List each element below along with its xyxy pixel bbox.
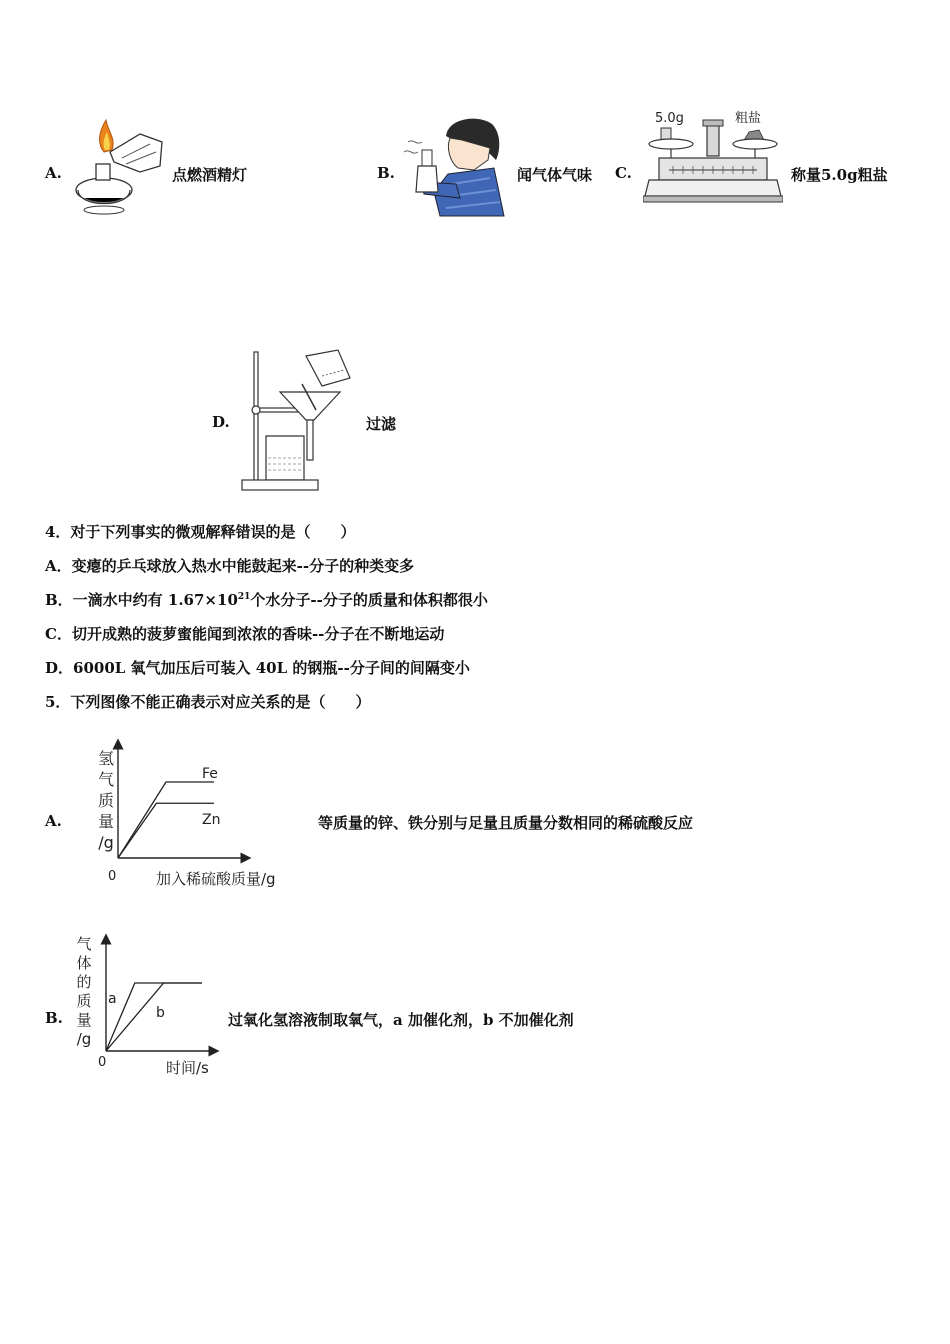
alcohol-lamp-illustration <box>70 112 166 218</box>
chart-a-xlabel: 加入稀硫酸质量/g <box>156 870 276 888</box>
y-label-char: 质 <box>76 992 92 1010</box>
filtration-illustration <box>240 346 362 494</box>
q5-option-a-desc: 等质量的锌、铁分别与足量且质量分数相同的稀硫酸反应 <box>318 814 694 832</box>
q4-option-b <box>45 589 488 610</box>
q4-stem: 4．对于下列事实的微观解释错误的是（ ） <box>45 523 356 541</box>
q4-option-c: C．切开成熟的菠萝蜜能闻到浓浓的香味--分子在不断地运动 <box>45 625 445 643</box>
q4-option-b-post: 个水分子--分子的质量和体积都很小 <box>250 591 488 609</box>
q5-chart-a <box>90 738 310 890</box>
y-label-char: 量 <box>97 812 115 831</box>
series-label-fe: Fe <box>202 766 218 782</box>
chart-b-origin: 0 <box>98 1055 107 1070</box>
q3-option-c-label: C. <box>615 164 632 182</box>
chart-b-xlabel: 时间/s <box>166 1059 209 1077</box>
q3-option-d-text: 过滤 <box>366 415 397 433</box>
series-label-zn: Zn <box>202 812 221 828</box>
chart-a-ylabel <box>98 749 114 852</box>
q3-option-c-text: 称量5.0g粗盐 <box>791 166 888 184</box>
y-label-char: /g <box>98 833 114 852</box>
series-line-zn <box>118 803 214 858</box>
q5-stem: 5．下列图像不能正确表示对应关系的是（ ） <box>45 693 371 711</box>
y-label-char: 体 <box>76 954 92 972</box>
q4-option-b-pre: B．一滴水中约有 1.67×10 <box>45 591 238 609</box>
y-label-char: /g <box>76 1030 92 1048</box>
q3-option-b-text: 闻气体气味 <box>517 166 593 184</box>
q3-option-d-label: D. <box>212 413 230 431</box>
balance-right-label: 粗盐 <box>735 111 762 126</box>
y-label-char: 氢 <box>97 749 115 768</box>
balance-scale-illustration <box>643 104 783 214</box>
q4-option-b-sup: 21 <box>237 592 251 602</box>
q5-chart-b <box>70 933 222 1081</box>
smelling-gas-boy-illustration <box>400 112 508 218</box>
y-label-char: 量 <box>76 1011 92 1029</box>
series-line-a <box>106 983 202 1051</box>
chart-a-origin: 0 <box>108 869 117 884</box>
y-label-char: 的 <box>76 973 92 991</box>
series-label-a: a <box>108 991 117 1007</box>
q3-option-a-label: A. <box>45 164 62 182</box>
y-label-char: 质 <box>97 791 115 810</box>
q4-option-a: A．变瘪的乒乓球放入热水中能鼓起来--分子的种类变多 <box>45 557 415 575</box>
q3-option-b-label: B. <box>377 164 395 182</box>
q5-option-b-label: B. <box>45 1009 63 1027</box>
q3-option-a-text: 点燃酒精灯 <box>172 166 248 184</box>
chart-b-ylabel <box>76 935 91 1048</box>
balance-left-label: 5.0g <box>655 111 684 126</box>
q4-option-d: D．6000L 氧气加压后可装入 40L 的钢瓶--分子间的间隔变小 <box>45 659 470 677</box>
q5-option-b-desc: 过氧化氢溶液制取氧气，a 加催化剂，b 不加催化剂 <box>228 1011 574 1029</box>
y-label-char: 气 <box>97 770 115 789</box>
series-line-fe <box>118 782 214 858</box>
q5-option-a-label: A. <box>45 812 62 830</box>
y-label-char: 气 <box>76 935 92 953</box>
series-label-b: b <box>156 1005 165 1021</box>
